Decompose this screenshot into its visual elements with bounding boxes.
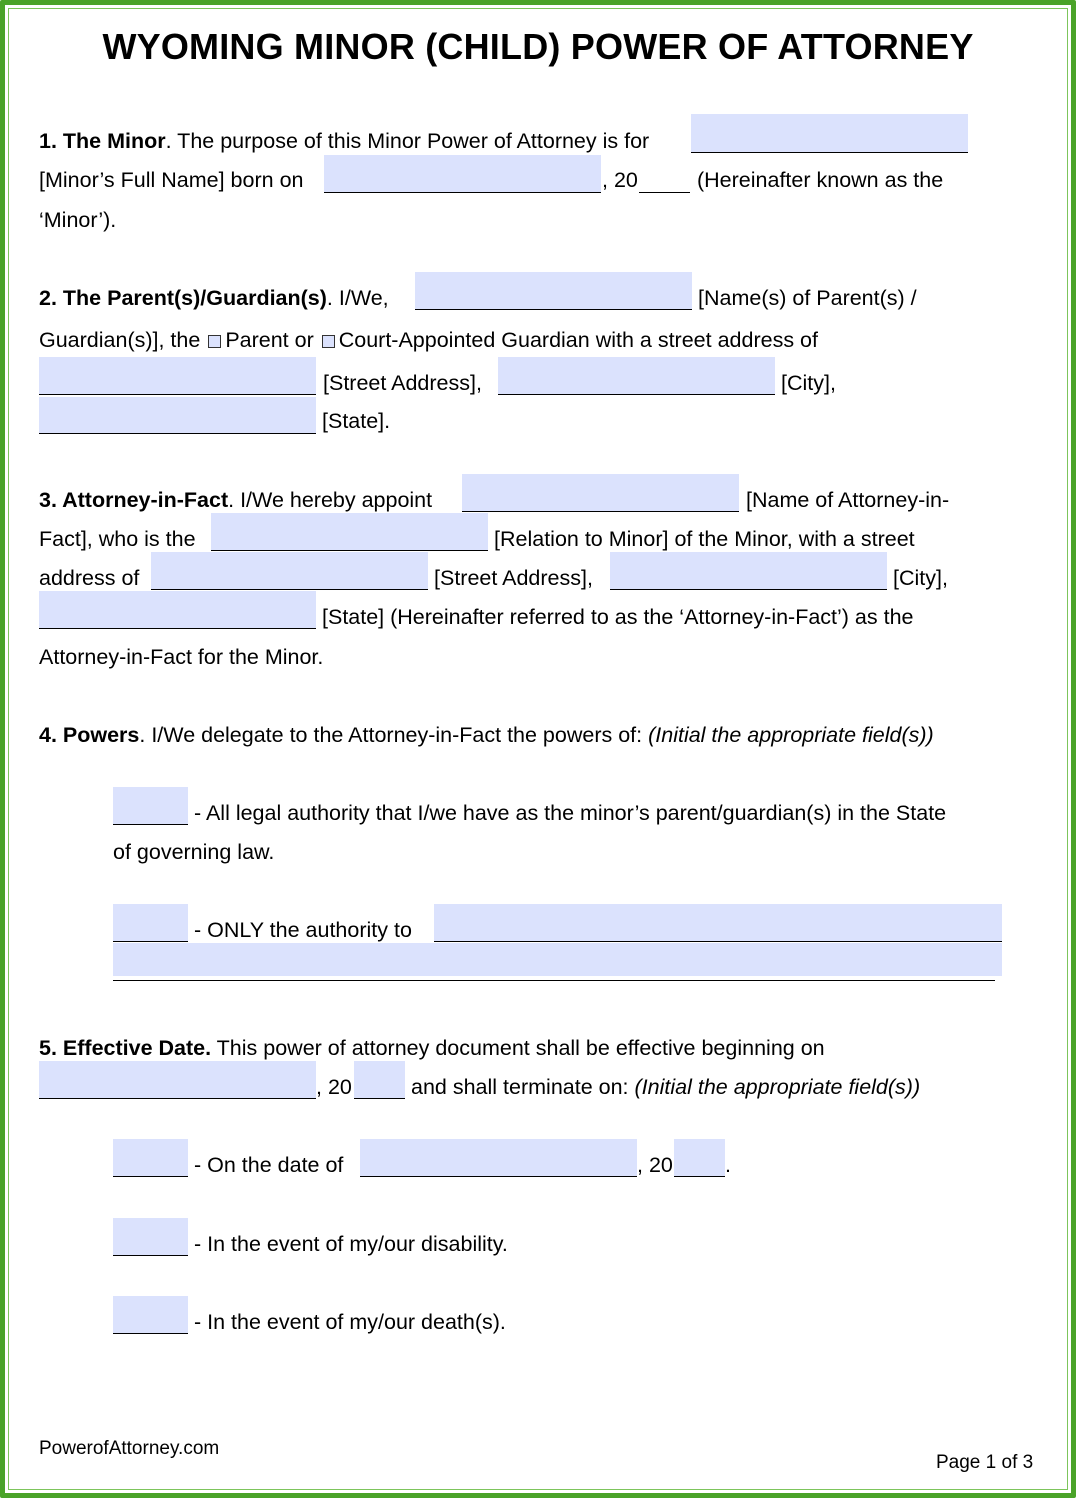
section-5-heading: 5. Effective Date.: [39, 1036, 212, 1060]
section-3-heading: 3. Attorney-in-Fact: [39, 488, 229, 512]
section-4-line-1: 4. Powers. I/We delegate to the Attorney-in-Fact the powers of: (Initial the appropriate field(s)): [39, 723, 934, 747]
parent-street-address-field[interactable]: [39, 357, 316, 395]
effective-date-field[interactable]: [39, 1061, 316, 1099]
limited-authority-field-line-1[interactable]: [434, 904, 1002, 942]
document-title: WYOMING MINOR (CHILD) POWER OF ATTORNEY: [102, 26, 974, 67]
termination-date-field[interactable]: [360, 1139, 637, 1177]
parent-names-field[interactable]: [415, 272, 692, 310]
relation-prefix-text: Fact], who is the: [39, 527, 196, 551]
all-authority-text: - All legal authority that I/we have as the minor’s parent/guardian(s) in the State: [194, 801, 947, 825]
attorney-address-prefix: address of: [39, 566, 140, 590]
attorney-name-label: [Name of Attorney-in-: [746, 488, 950, 512]
specific-date-initial-field[interactable]: [113, 1139, 188, 1177]
limited-authority-text: - ONLY the authority to: [194, 918, 412, 942]
hereinafter-minor-text: (Hereinafter known as the: [697, 168, 944, 192]
limited-authority-initial-field[interactable]: [113, 904, 188, 942]
section-2-line-1: 2. The Parent(s)/Guardian(s). I/We,: [39, 286, 389, 310]
section-2-line-2: Guardian(s)], the Parent or Court-Appointed Guardian with a street address of: [39, 328, 818, 352]
minor-full-name-label: [Minor’s Full Name] born on: [39, 168, 304, 192]
initial-instruction: (Initial the appropriate field(s)): [648, 723, 934, 747]
attorney-city-field[interactable]: [610, 552, 887, 590]
city-label: [City],: [781, 371, 836, 395]
relation-label: [Relation to Minor] of the Minor, with a street: [494, 527, 915, 551]
attorney-name-field[interactable]: [462, 474, 739, 512]
attorney-state-field[interactable]: [39, 591, 316, 629]
guardian-checkbox[interactable]: [322, 335, 335, 348]
disability-initial-field[interactable]: [113, 1218, 188, 1256]
termination-year-prefix: , 20: [637, 1153, 673, 1177]
minor-birth-year-field[interactable]: [639, 155, 690, 193]
termination-year-field[interactable]: [674, 1139, 725, 1177]
section-3-line-1: 3. Attorney-in-Fact. I/We hereby appoint: [39, 488, 433, 512]
section-5-line-1: 5. Effective Date. This power of attorney document shall be effective beginning on: [39, 1036, 825, 1060]
relation-to-minor-field[interactable]: [211, 513, 488, 551]
terminate-instruction: (Initial the appropriate field(s)): [634, 1075, 921, 1099]
death-initial-field[interactable]: [113, 1296, 188, 1334]
limited-authority-field-line-2[interactable]: [113, 943, 1002, 976]
effective-year-prefix: , 20: [316, 1075, 352, 1099]
parent-names-label: [Name(s) of Parent(s) /: [698, 286, 917, 310]
birth-year-prefix: , 20: [602, 168, 638, 192]
specific-date-text: - On the date of: [194, 1153, 344, 1177]
parent-checkbox[interactable]: [208, 335, 221, 348]
disability-text: - In the event of my/our disability.: [194, 1232, 508, 1256]
limited-authority-underline: [113, 980, 995, 981]
all-authority-initial-field[interactable]: [113, 787, 188, 825]
terminate-text: and shall terminate on: (Initial the appropriate field(s)): [411, 1075, 921, 1099]
death-text: - In the event of my/our death(s).: [194, 1310, 506, 1334]
minor-full-name-field[interactable]: [691, 114, 968, 153]
parent-state-field[interactable]: [39, 397, 316, 434]
page-number: Page 1 of 3: [936, 1452, 1034, 1473]
attorney-city-label: [City],: [893, 566, 948, 590]
attorney-street-label: [Street Address],: [434, 566, 593, 590]
termination-period: .: [725, 1153, 731, 1177]
section-1-line-1: 1. The Minor. The purpose of this Minor Power of Attorney is for: [39, 129, 650, 153]
attorney-street-address-field[interactable]: [151, 552, 428, 590]
section-1-heading: 1. The Minor: [39, 129, 166, 153]
state-label: [State].: [322, 409, 391, 433]
footer-site: PowerofAttorney.com: [39, 1438, 220, 1459]
attorney-state-label: [State] (Hereinafter referred to as the ‘Attorney-in-Fact’) as the: [322, 605, 914, 629]
minor-birth-date-field[interactable]: [324, 155, 601, 193]
attorney-closing-text: Attorney-in-Fact for the Minor.: [39, 645, 324, 669]
section-4-heading: 4. Powers: [39, 723, 140, 747]
street-address-label: [Street Address],: [323, 371, 482, 395]
section-2-heading: 2. The Parent(s)/Guardian(s): [39, 286, 327, 310]
minor-closing-text: ‘Minor’).: [39, 208, 117, 232]
parent-city-field[interactable]: [498, 357, 775, 395]
effective-year-field[interactable]: [354, 1061, 405, 1099]
governing-law-text: of governing law.: [113, 840, 275, 864]
